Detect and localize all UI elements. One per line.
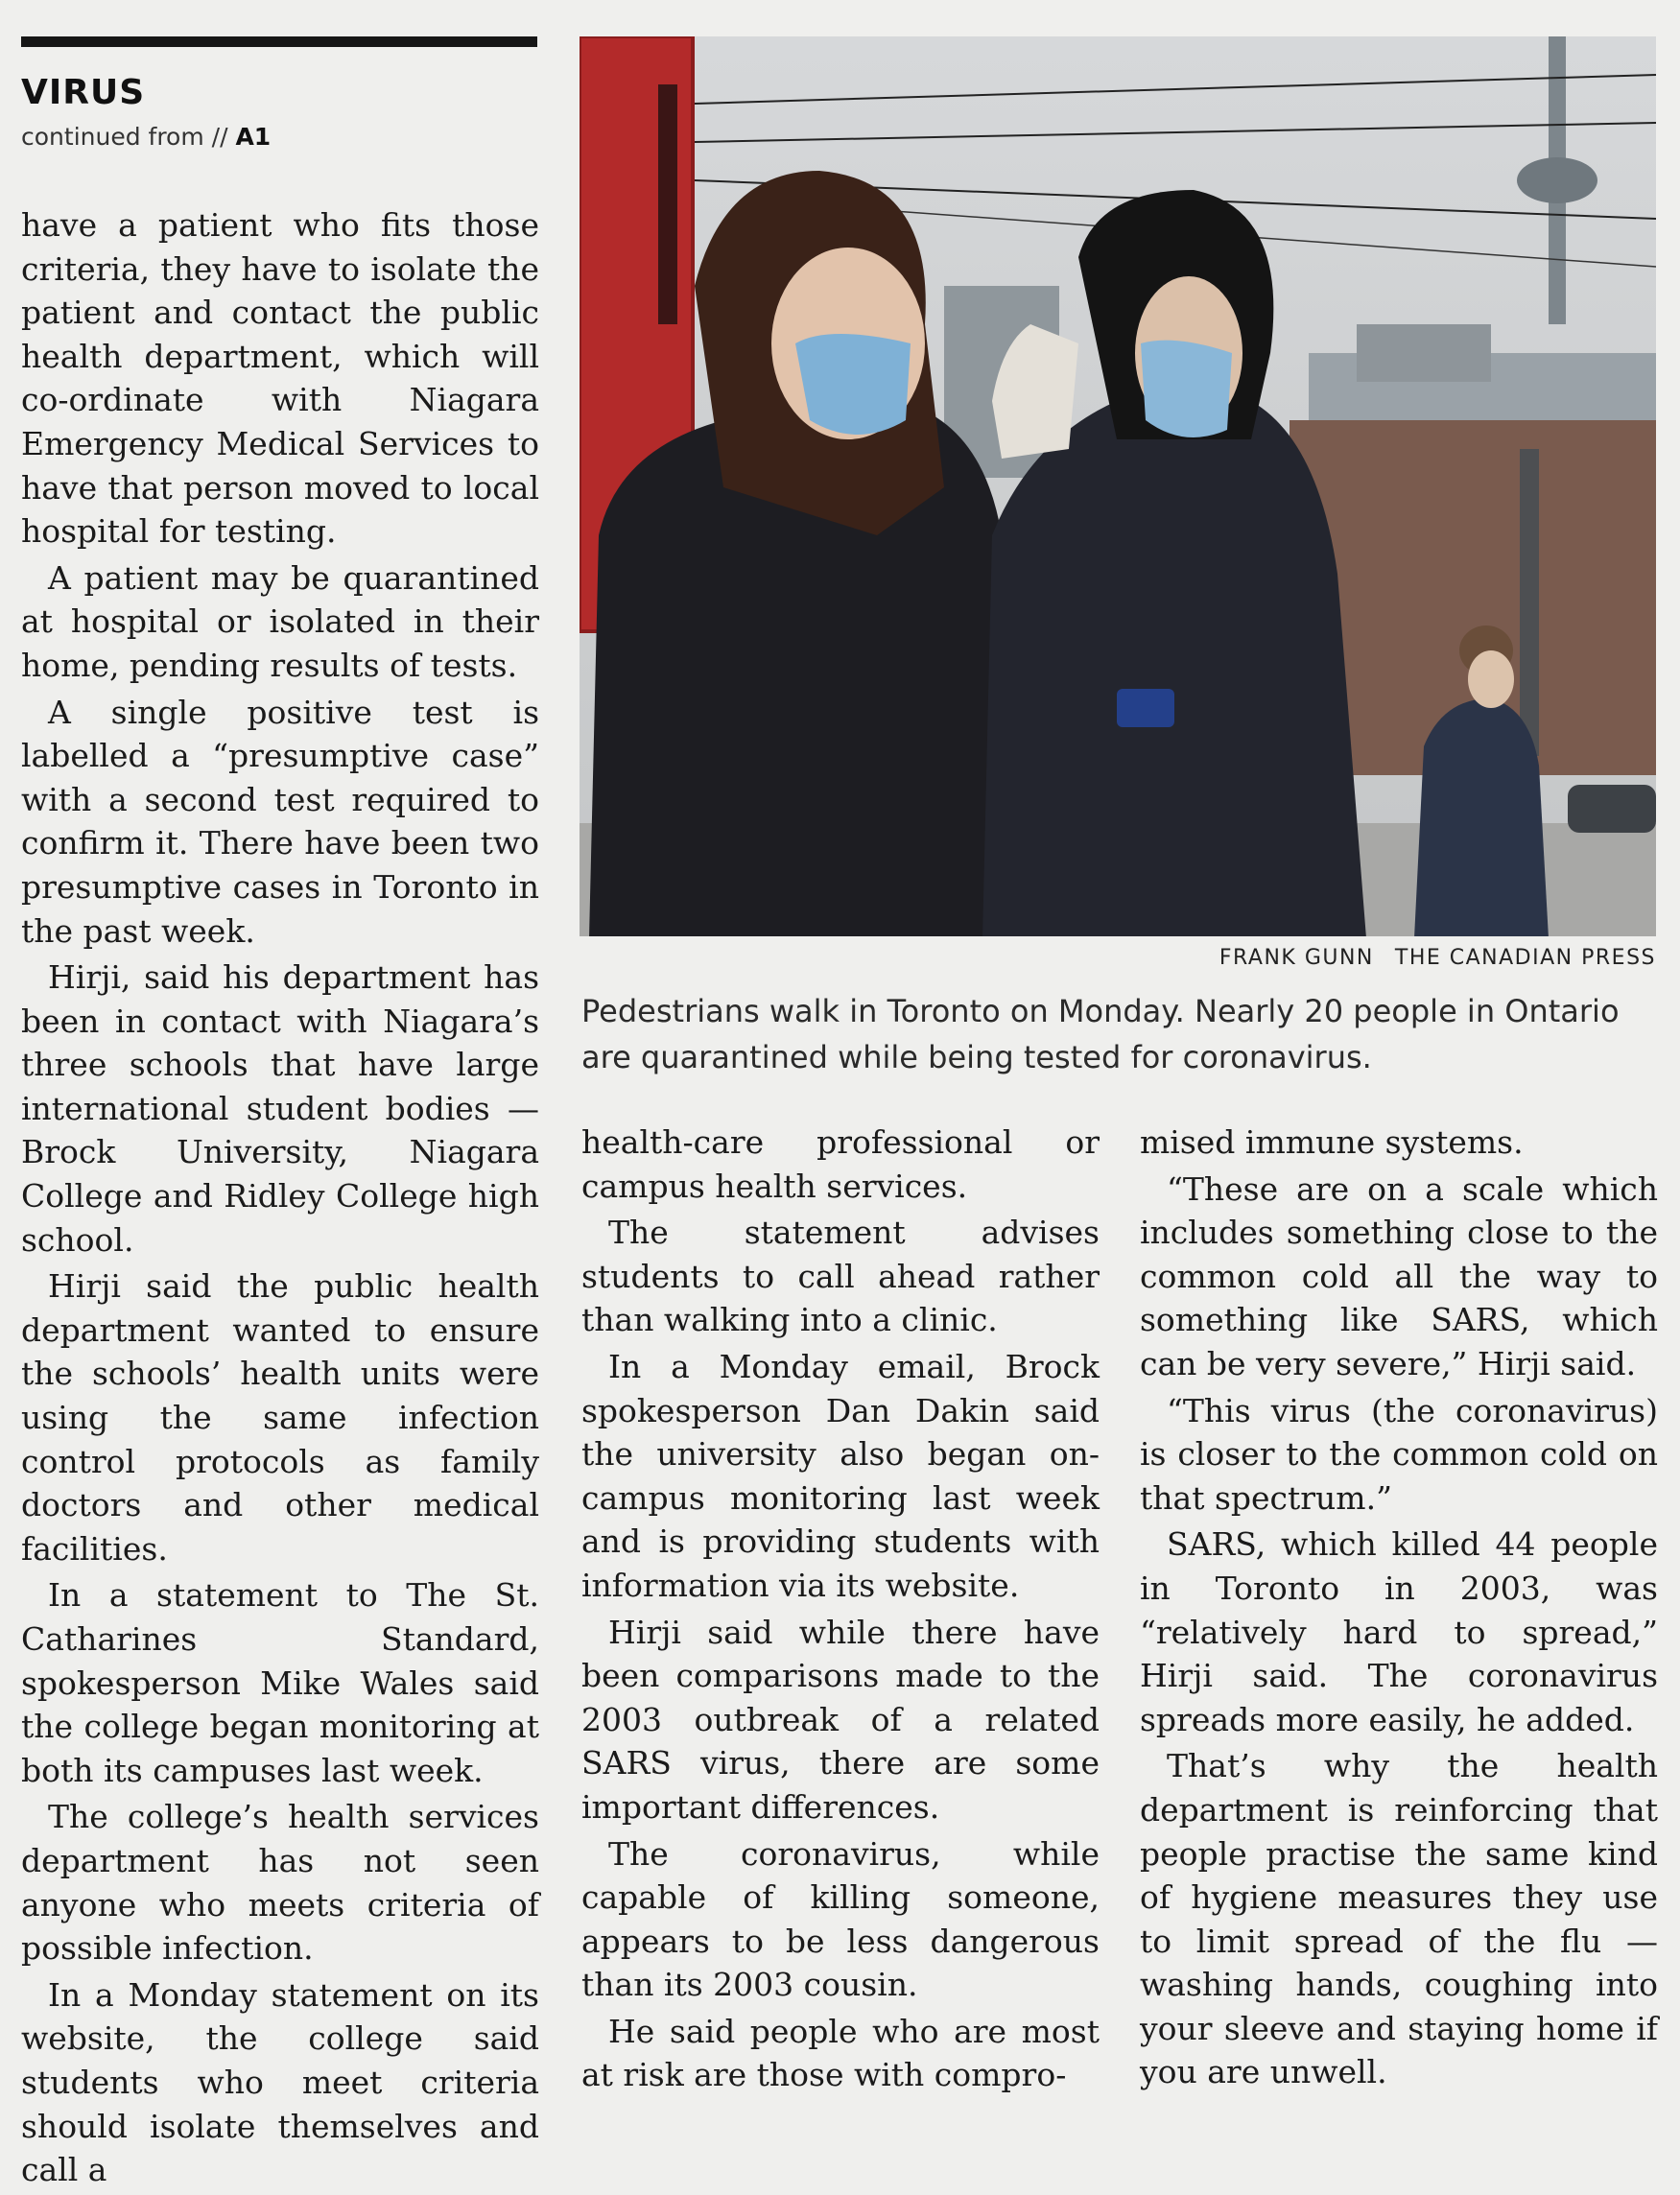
jump-page: A1 <box>235 123 272 151</box>
photo-credit <box>1219 946 1656 970</box>
photographer-name: FRANK GUNN <box>1219 946 1374 970</box>
paragraph: health-care professional or campus health services. <box>581 1123 1100 1205</box>
paragraph: Hirji said the public health department wanted to ensure the schools’ health units were using the same infection control protocols as family doctors and other medical facilities. <box>21 1267 539 1568</box>
paragraph: In a Monday statement on its website, the college said students who meet criteria should isolate themselves and call a <box>21 1975 539 2189</box>
paragraph: That’s why the health department is reinforcing that people practise the same kind of hygiene measures they use to limit spread of the flu — washing hands, coughing into your sleeve and staying home if you are unwell. <box>1140 1747 1658 2091</box>
photo-caption: Pedestrians walk in Toronto on Monday. Nearly 20 people in Ontario are quarantined while being tested for coronavirus. <box>581 993 1620 1075</box>
agency-name: THE CANADIAN PRESS <box>1394 946 1656 970</box>
section-kicker: VIRUS <box>21 73 146 112</box>
paragraph: The coronavirus, while capable of killing someone, appears to be less dangerous than its 2003 cousin. <box>581 1834 1100 2004</box>
paragraph: A single positive test is labelled a “presumptive case” with a second test required to confirm it. There have been two presumptive cases in Toronto in the past week. <box>21 693 539 950</box>
paragraph: He said people who are most at risk are those with compro- <box>581 2012 1100 2094</box>
paragraph: Hirji said while there have been comparisons made to the 2003 outbreak of a related SARS virus, there are some important differences. <box>581 1613 1100 1826</box>
jump-line <box>21 123 271 151</box>
paragraph: A patient may be quarantined at hospital or isolated in their home, pending results of tests. <box>21 558 539 684</box>
paragraph: The statement advises students to call ahead rather than walking into a clinic. <box>581 1214 1100 1339</box>
section-rule <box>21 36 537 47</box>
article-column-3 <box>1140 1121 1658 2097</box>
paragraph: mised immune systems. <box>1140 1123 1524 1161</box>
news-photo <box>580 36 1656 936</box>
article-column-2 <box>581 1121 1100 2100</box>
paragraph: Hirji, said his department has been in contact with Niagara’s three schools that have large international student bodies — Brock University, Niagara College and Ridley College high school. <box>21 958 539 1259</box>
paragraph: SARS, which killed 44 people in Toronto in 2003, was “relatively hard to spread,” Hirji said. The coronavirus spreads more easily, he added. <box>1140 1525 1658 1738</box>
paragraph: In a statement to The St. Catharines Standard, spokesperson Mike Wales said the college began monitoring at both its campuses last week. <box>21 1576 539 1789</box>
paragraph: “This virus (the coronavirus) is closer to the common cold on that spectrum.” <box>1140 1391 1658 1517</box>
photo-illustration <box>580 36 1656 936</box>
paragraph: The college’s health services department has not seen anyone who meets criteria of possible infection. <box>21 1798 539 1968</box>
paragraph: In a Monday email, Brock spokesperson Dan Dakin said the university also began on-campus monitoring last week and is providing students with information via its website. <box>581 1347 1100 1604</box>
paragraph: “These are on a scale which includes something close to the common cold all the way to something like SARS, which can be very severe,” Hirji said. <box>1140 1169 1658 1382</box>
paragraph: have a patient who fits those criteria, they have to isolate the patient and contact the public health department, which will co-ordinate with Niagara Emergency Medical Services to have that person moved to local hospital for testing. <box>21 206 539 551</box>
article-column-1 <box>21 203 539 2195</box>
jump-text: continued from // <box>21 123 228 151</box>
